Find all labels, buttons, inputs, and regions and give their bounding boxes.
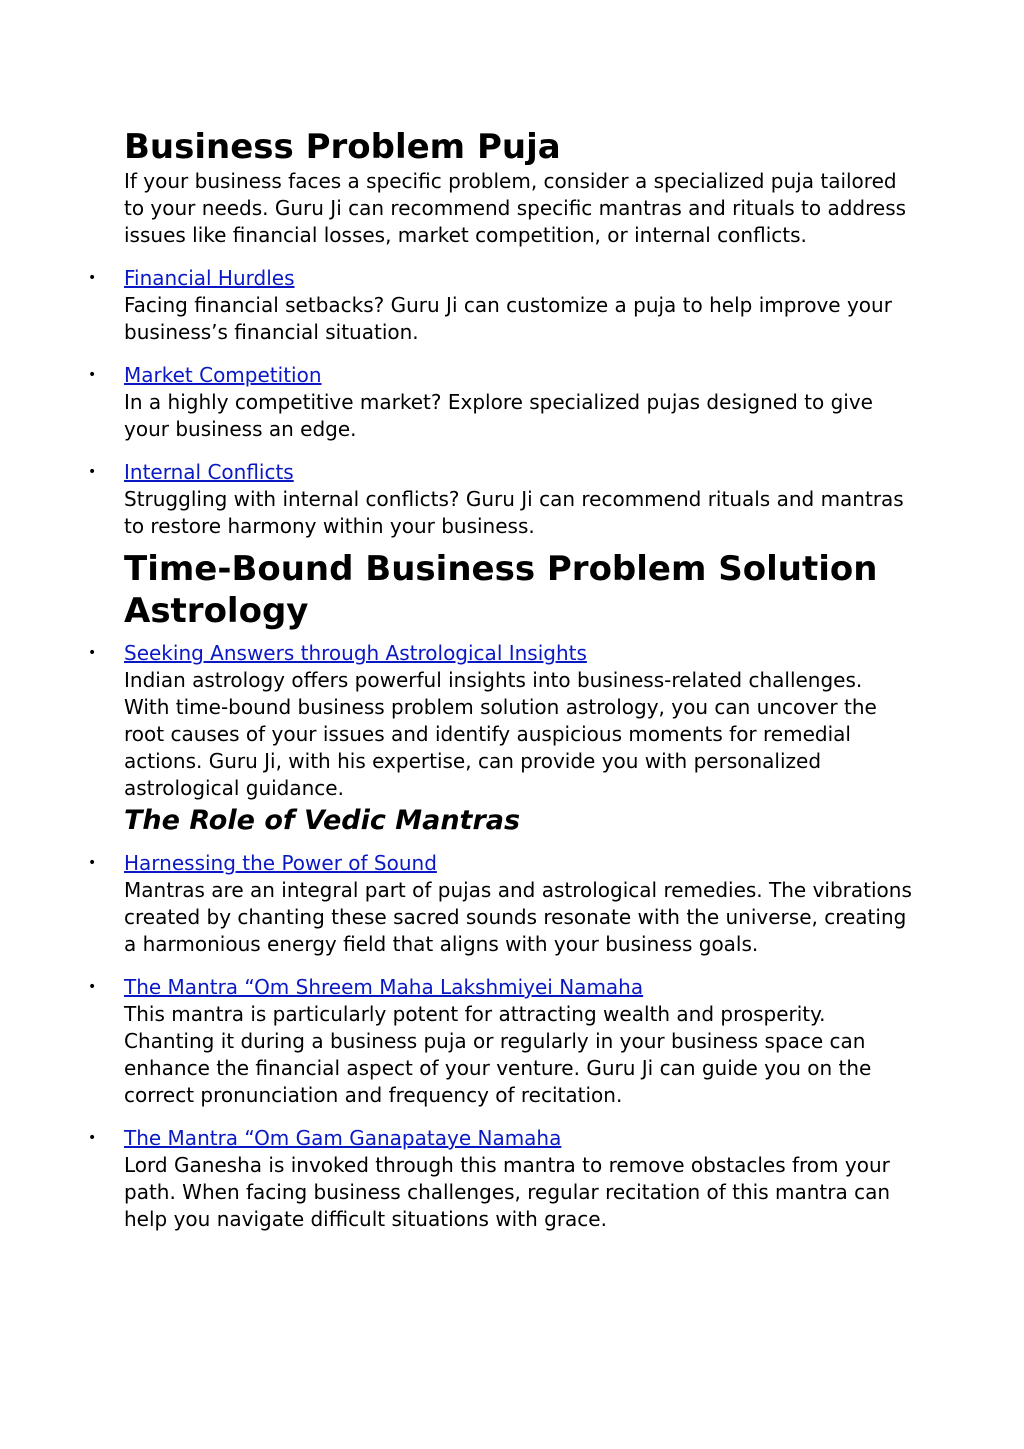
document-page [88, 126, 914, 1233]
bullet-icon: • [88, 1130, 97, 1146]
section-title-vedic-mantras: The Role of Vedic Mantras [124, 805, 521, 836]
link-financial-hurdles[interactable]: Financial Hurdles [124, 266, 295, 290]
link-mantra-ganapataye[interactable]: The Mantra “Om Gam Ganapataye Namaha [124, 1126, 562, 1150]
item-description: Indian astrology offers powerful insights into business-related challenges. With time-bound business problem solution astrology, you can uncover the root causes of your issues and identify auspicious moments for remedial actions. Guru Ji, with his expertise, can provide you with personalized astrological guidance. [124, 668, 877, 800]
bullet-icon: • [88, 464, 97, 480]
list-item [88, 640, 914, 802]
item-description: Struggling with internal conflicts? Guru Ji can recommend rituals and mantras to restore harmony within your business. [124, 487, 904, 538]
item-description: This mantra is particularly potent for attracting wealth and prosperity. Chanting it during a business puja or regularly in your business space can enhance the financial aspect of your venture. Guru Ji can guide you on the correct pronunciation and frequency of recitation. [124, 1002, 872, 1107]
item-description: In a highly competitive market? Explore specialized pujas designed to give your business an edge. [124, 390, 873, 441]
list-item [88, 362, 914, 443]
list-item [88, 974, 914, 1109]
link-mantra-lakshmi[interactable]: The Mantra “Om Shreem Maha Lakshmiyei Namaha [124, 975, 644, 999]
section-title-time-bound-astrology: Time-Bound Business Problem Solution Astrology [124, 549, 878, 631]
list-item [88, 1125, 914, 1233]
link-astrological-insights[interactable]: Seeking Answers through Astrological Insights [124, 641, 587, 665]
bullet-icon: • [88, 855, 97, 871]
bullet-icon: • [88, 979, 97, 995]
item-description: Facing financial setbacks? Guru Ji can customize a puja to help improve your business’s financial situation. [124, 293, 892, 344]
link-internal-conflicts[interactable]: Internal Conflicts [124, 460, 294, 484]
list-item [88, 265, 914, 346]
astrology-list [88, 640, 914, 802]
business-problem-list [88, 265, 914, 540]
mantras-list [88, 850, 914, 1233]
bullet-icon: • [88, 270, 97, 286]
list-item [88, 850, 914, 958]
section-title-business-problem-puja: Business Problem Puja [124, 127, 561, 167]
bullet-icon: • [88, 645, 97, 661]
bullet-icon: • [88, 367, 97, 383]
link-market-competition[interactable]: Market Competition [124, 363, 322, 387]
list-item [88, 459, 914, 540]
item-description: Mantras are an integral part of pujas and astrological remedies. The vibrations created by chanting these sacred sounds resonate with the universe, creating a harmonious energy field that aligns with your business goals. [124, 878, 912, 956]
link-power-of-sound[interactable]: Harnessing the Power of Sound [124, 851, 437, 875]
intro-paragraph: If your business faces a specific problem, consider a specialized puja tailored to your needs. Guru Ji can recommend specific mantras and rituals to address issues like financial losses, market competition, or internal conflicts. [124, 169, 907, 247]
item-description: Lord Ganesha is invoked through this mantra to remove obstacles from your path. When facing business challenges, regular recitation of this mantra can help you navigate difficult situations with grace. [124, 1153, 890, 1231]
